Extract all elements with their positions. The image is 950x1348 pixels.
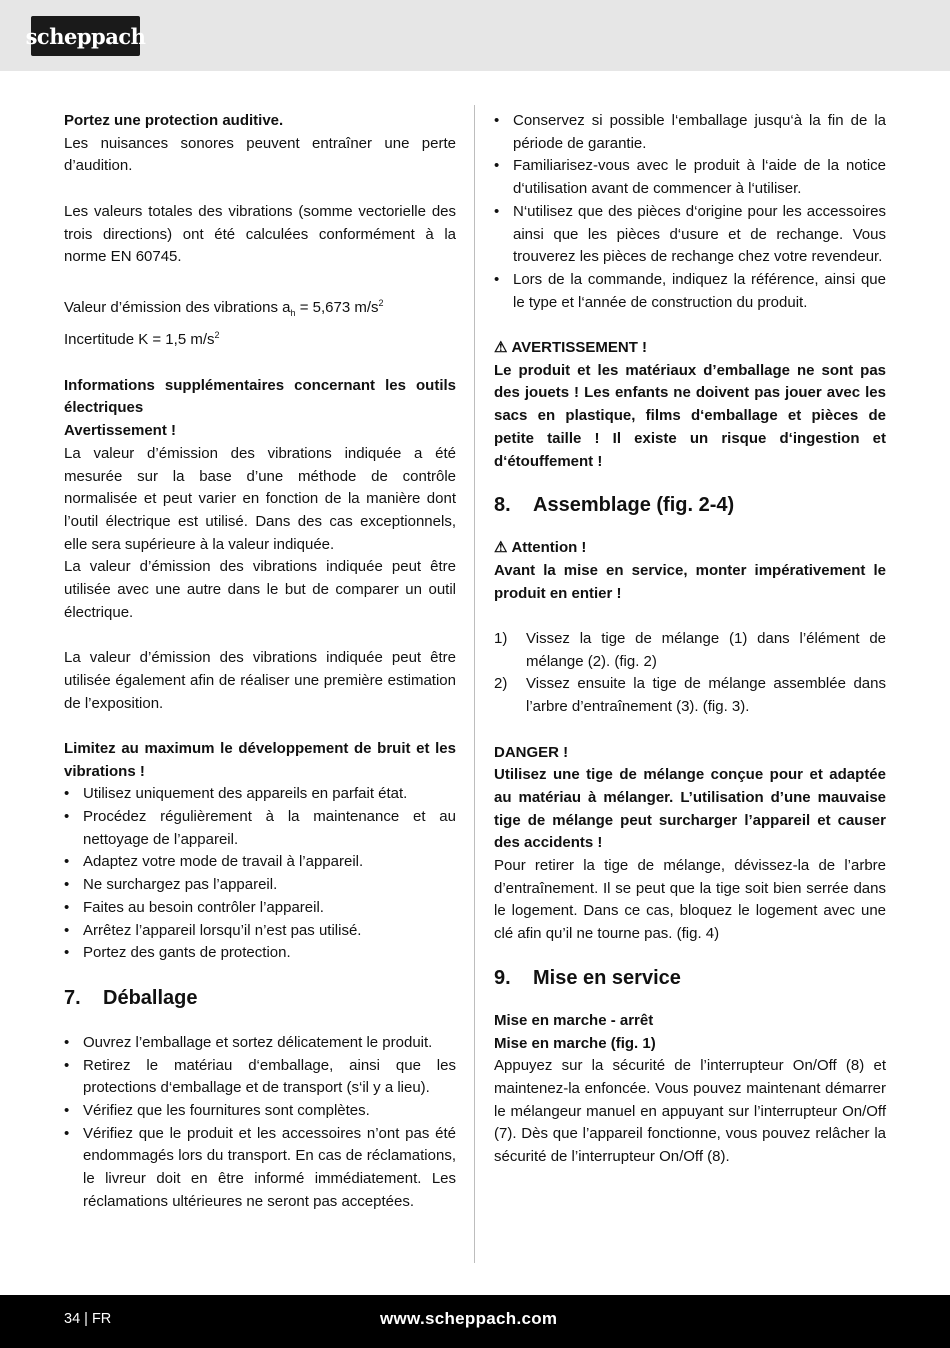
list-item: • Ouvrez l’emballage et sortez délicatement le produit. xyxy=(64,1032,456,1055)
list-item: • Retirez le matériau d‘emballage, ainsi que les protections d‘emballage et de transport (s‘il y a lieu). xyxy=(64,1055,456,1100)
warning-heading: Avertissement ! xyxy=(64,422,176,440)
list-item: • Conservez si possible l‘emballage jusqu‘à la fin de la période de garantie. xyxy=(494,110,886,155)
footer-bar xyxy=(0,1295,950,1348)
scheppach-logo: scheppach xyxy=(31,16,140,56)
right-column xyxy=(494,110,886,1169)
attention-label: ⚠ Attention ! xyxy=(494,537,886,560)
list-item: • Lors de la commande, indiquez la référence, ainsi que le type et l‘année de construction du produit. xyxy=(494,269,886,314)
danger-label: DANGER ! xyxy=(494,743,569,761)
list-item: • Faites au besoin contrôler l’appareil. xyxy=(64,897,456,920)
vibration-text: Les valeurs totales des vibrations (somme vectorielle des trois directions) ont été calculées conformément à la norme EN 60745. xyxy=(64,202,456,266)
list-item: 2) Vissez ensuite la tige de mélange assemblée dans l’arbre d’entraînement (3). (fig. 3). xyxy=(494,675,886,716)
uncertainty-value: Incertitude K = 1,5 $m/s^2$ xyxy=(64,330,220,349)
warning-label: ⚠ AVERTISSEMENT ! xyxy=(494,337,886,360)
assembly-steps xyxy=(494,628,886,719)
page-number: 34 | FR xyxy=(64,1311,112,1327)
list-item: • Procédez régulièrement à la maintenance et au nettoyage de l’appareil. xyxy=(64,806,456,851)
info-text-1: La valeur d’émission des vibrations indiquée a été mesurée sur la base d’une méthode de contrôle normalisée et peut varier en fonction de la manière dont l’outil électrique est utilisé. Dans des cas exceptionnels, elle sera supérieure à la valeur indiquée. xyxy=(64,444,456,553)
vibration-value: Valeur d’émission des vibrations $a_h = 5,673$ $m/s^2$ xyxy=(64,297,384,318)
list-item: • Ne surchargez pas l’appareil. xyxy=(64,874,456,897)
info-heading: Informations supplémentaires concernant les outils électriques xyxy=(64,376,456,417)
onoff-heading-2: Mise en marche (fig. 1) xyxy=(494,1034,656,1052)
list-item: • Adaptez votre mode de travail à l’appareil. xyxy=(64,851,456,874)
list-item: • Familiarisez-vous avec le produit à l‘aide de la notice d‘utilisation avant de commencer à l‘utiliser. xyxy=(494,155,886,200)
limit-heading: Limitez au maximum le développement de bruit et les vibrations ! xyxy=(64,739,456,780)
warning-triangle-icon: ⚠ xyxy=(494,339,508,357)
section-7-heading: 7. Déballage xyxy=(64,986,198,1009)
warning-triangle-icon: ⚠ xyxy=(494,539,508,557)
warning-text: Le produit et les matériaux d’emballage ne sont pas des jouets ! Les enfants ne doivent pas jouer avec les sacs en plastique, films d‘emballage et pièces de petite taille ! Il existe un risque d‘ingestion et d‘étouffement ! xyxy=(494,361,886,470)
danger-text: Utilisez une tige de mélange conçue pour et adaptée au matériau à mélanger. L’utilisation d’une mauvaise tige de mélange peut surcharger l’appareil et causer des accidents ! xyxy=(494,766,886,852)
section-8-heading: 8. Assemblage (fig. 2-4) xyxy=(494,494,735,517)
column-divider xyxy=(474,105,475,1263)
website-link[interactable]: www.scheppach.com xyxy=(380,1309,558,1328)
hearing-text: Les nuisances sonores peuvent entraîner une perte d’audition. xyxy=(64,134,456,175)
list-item: • Vérifiez que les fournitures sont complètes. xyxy=(64,1100,456,1123)
onoff-heading-1: Mise en marche - arrêt xyxy=(494,1011,654,1029)
keep-list xyxy=(494,110,886,314)
info-text-3: La valeur d’émission des vibrations indiquée peut être utilisée également afin de réaliser une première estimation de l’exposition. xyxy=(64,649,456,712)
header-bar xyxy=(0,0,950,71)
unpack-list xyxy=(64,1032,456,1214)
list-item: • Arrêtez l’appareil lorsqu’il n’est pas utilisé. xyxy=(64,920,456,943)
limit-list xyxy=(64,783,456,965)
hearing-heading: Portez une protection auditive. xyxy=(64,112,284,129)
list-item: • Portez des gants de protection. xyxy=(64,942,456,965)
section-9-heading: 9. Mise en service xyxy=(494,966,681,989)
left-column xyxy=(64,110,456,1214)
list-item: 1) Vissez la tige de mélange (1) dans l’élément de mélange (2). (fig. 2) xyxy=(494,630,886,670)
danger-follow-text: Pour retirer la tige de mélange, dévissez-la de l’arbre d’entraînement. Il se peut que la tige soit bien serrée dans le logement. Dans ce cas, bloquez le logement avec une clé afin qu’il ne tourne pas. (fig. 4) xyxy=(494,857,886,943)
info-text-2: La valeur d’émission des vibrations indiquée peut être utilisée avec une autre dans le but de comparer un outil électrique. xyxy=(64,558,456,621)
list-item: • Utilisez uniquement des appareils en parfait état. xyxy=(64,783,456,806)
onoff-text: Appuyez sur la sécurité de l’interrupteur On/Off (8) et maintenez-la enfoncée. Vous pouvez maintenant démarrer le mélangeur manuel en appuyant sur l’interrupteur On/Off (7). Dès que l’appareil fonctionne, vous pouvez relâcher la sécurité de l’interrupteur On/Off (8). xyxy=(494,1057,886,1166)
list-item: • N‘utilisez que des pièces d‘origine pour les accessoires ainsi que les pièces d‘usure et de rechange. Vous trouverez les pièces de rechange chez votre revendeur. xyxy=(494,201,886,269)
list-item: • Vérifiez que le produit et les accessoires n’ont pas été endommagés lors du transport. En cas de réclamations, le livreur doit en être informé immédiatement. Les réclamations ultérieures ne seront pas acceptées. xyxy=(64,1123,456,1214)
attention-text: Avant la mise en service, monter impérativement le produit en entier ! xyxy=(494,561,886,602)
